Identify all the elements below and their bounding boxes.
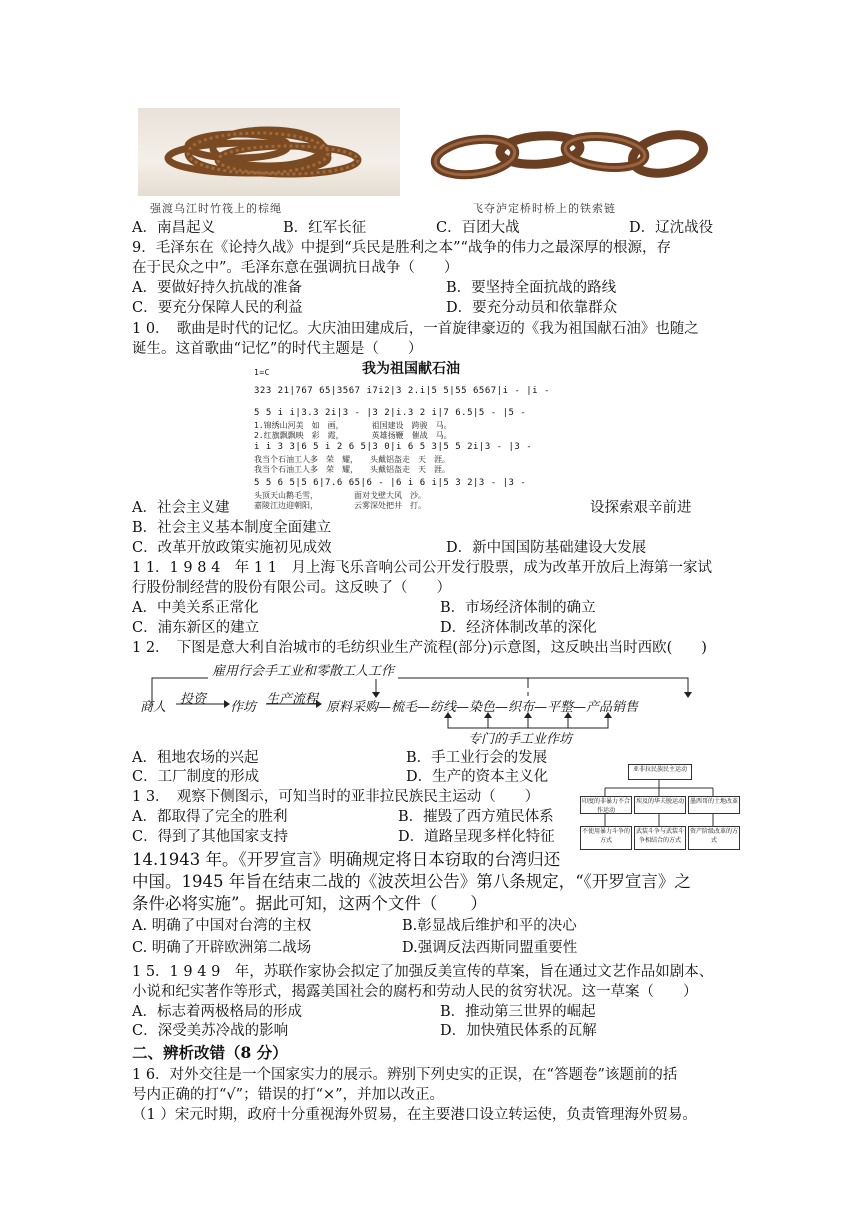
chain-caption: 飞夺泸定桥时桥上的铁索链 [472, 202, 616, 215]
score-row-1: 323 21|767 65|3567 i7i2|3 2.i|5 5|55 6567|i - |i - [254, 386, 550, 396]
q15-stem-line1: 1 5．1 9 4 9 年，苏联作家协会拟定了加强反美宣传的草案，旨在通过文艺作品如剧本、 [132, 964, 714, 980]
q15-option-b: B．推动第三世界的崛起 [440, 1004, 596, 1020]
q15-option-a: A．标志着两极格局的形成 [132, 1004, 302, 1020]
q11-option-c: C．浦东新区的建立 [132, 620, 260, 636]
q16-stem-line2: 号内正确的打“√”；错误的打“×”，并加以改正。 [132, 1087, 445, 1103]
q12-option-a: A．租地农场的兴起 [132, 750, 259, 766]
q14-option-a: A. 明确了中国对台湾的主权 [132, 918, 312, 934]
q14-stem-line1: 14.1943 年。《开罗宣言》明确规定将日本窃取的台湾归还 [132, 850, 561, 869]
score-lyric-2: 2.红旗飘飘映 彩 霞， 英雄扬鞭 催战 马。 [254, 431, 452, 440]
song-score [250, 358, 572, 518]
score-lyric-3b: 我当个石油工人多 荣 耀， 头戴铝盔走 天 涯。 [254, 465, 450, 474]
q9-stem-line1: 9．毛泽东在《论持久战》中提到“兵民是胜利之本”“战争的伟力之最深厚的根源，存 [132, 240, 671, 256]
flow-chain: 原料采购—梳毛—纺线—染色—织布—平整—产品销售 [326, 700, 639, 715]
diagram-bottom-nonviolent: 不使用暴力斗争的方式 [580, 826, 632, 850]
score-lyric-5: 嘉陵江边迎朝阳， 云雾深处把井 打。 [254, 501, 426, 510]
q15-option-d: D．加快殖民体系的瓦解 [440, 1023, 597, 1039]
diagram-bottom-reform: 资产阶级改革的方式 [688, 826, 740, 850]
flow-bottom-label: 专门的手工业作坊 [468, 732, 573, 747]
q8-option-a: A．南昌起义 [132, 220, 215, 236]
flow-merchant: 商人 [140, 700, 167, 715]
q11-option-d: D．经济体制改革的深化 [440, 620, 597, 636]
score-lyric-4: 头顶天山鹅毛雪， 面对戈壁大风 沙。 [254, 491, 426, 500]
q9-stem-line2: 在于民众之中”。毛泽东意在强调抗日战争（ ） [132, 260, 459, 276]
q13-option-a: A．都取得了完全的胜利 [132, 809, 288, 825]
q10-option-b: B．社会主义基本制度全面建立 [132, 520, 332, 536]
q16-stem-line1: 1 6．对外交往是一个国家实力的展示。辨别下列史实的正误，在“答题卷”该题前的括 [132, 1067, 678, 1083]
flow-process: 生产流程 [266, 692, 319, 707]
rope-caption: 强渡乌江时竹筏上的棕绳 [150, 202, 282, 215]
q11-option-a: A．中美关系正常化 [132, 600, 259, 616]
movement-diagram [578, 760, 740, 856]
q12-stem: 1 2． 下图是意大利自治城市的毛纺织业生产流程(部分)示意图，这反映出当时西欧( ) [132, 640, 707, 656]
q14-stem-line2: 中国。1945 年旨在结束二战的《波茨坦公告》第八条规定，“《开罗宣言》之 [132, 872, 691, 891]
q13-option-b: B．摧毁了西方殖民体系 [398, 809, 554, 825]
q10-option-d: D．新中国国防基础建设大发展 [446, 540, 647, 556]
q14-option-b: B.彰显战后维护和平的决心 [402, 918, 577, 934]
q10-option-a-part1: A．社会主义建 [132, 500, 230, 516]
diagram-root: 亚非拉民族民主运动 [628, 764, 692, 780]
rope-photo [138, 108, 400, 196]
flow-top-label: 雇用行会手工业和零散工人工作 [208, 660, 398, 679]
q16-sub1: （1 ）宋元时期，政府十分重视海外贸易，在主要港口设立转运使，负责管理海外贸易。 [132, 1107, 697, 1123]
diagram-mid-mexico: 墨西哥的土地改革 [688, 796, 740, 814]
q10-option-c: C．改革开放政策实施初见成效 [132, 540, 332, 556]
q10-option-a-part2: 设探索艰辛前进 [590, 500, 692, 516]
q11-stem-line2: 行股份制经营的股份有限公司。这反映了（ ） [132, 580, 451, 596]
q9-option-c: C．要充分保障人民的利益 [132, 300, 303, 316]
q9-option-d: D．要充分动员和依靠群众 [446, 300, 618, 316]
score-row-3: i i 3 3|6 5 i 2 6 5|3 0|i 6 5 3|5 5 2i|3 - |3 - [254, 442, 533, 452]
q13-option-d: D．道路呈现多样化特征 [398, 829, 555, 845]
q11-option-b: B．市场经济体制的确立 [440, 600, 596, 616]
q10-stem-line2: 诞生。这首歌曲“记忆”的时代主题是（ ） [132, 341, 423, 357]
score-title: 我为祖国献石油 [362, 361, 460, 377]
q15-option-c: C．深受美苏冷战的影响 [132, 1023, 289, 1039]
score-key: 1=C [254, 368, 270, 377]
q8-option-b: B．红军长征 [283, 220, 367, 236]
production-flow-diagram [138, 664, 738, 750]
q14-option-c: C. 明确了开辟欧洲第二战场 [132, 940, 312, 956]
q12-option-b: B．手工业行会的发展 [406, 750, 548, 766]
diagram-mid-egypt: 埃及的华夫脱运动 [634, 796, 686, 814]
score-row-2: 5 5 i i|3.3 2i|3 - |3 2|i.3 2 i|7 6.5|5 - |5 - [254, 408, 527, 418]
q14-option-d: D.强调反法西斯同盟重要性 [402, 940, 578, 956]
flow-workshop: 作坊 [230, 700, 257, 715]
score-row-4: 5 5 6 5|5 6|7.6 65|6 - |6 i 6 i|5 3 2|3 - |3 - [254, 478, 527, 488]
chain-photo [430, 112, 712, 192]
q10-stem-line1: 1 0． 歌曲是时代的记忆。大庆油田建成后，一首旋律豪迈的《我为祖国献石油》也随之 [132, 321, 699, 337]
q13-stem: 1 3． 观察下侧图示，可知当时的亚非拉民族民主运动（ ） [132, 789, 540, 805]
q8-option-c: C．百团大战 [436, 220, 520, 236]
diagram-mid-india: 印度的非暴力不合作运动 [581, 798, 630, 814]
section2-heading: 二、辨析改错（8 分） [132, 1043, 288, 1062]
q14-stem-line3: 条件必将实施”。据此可知，这两个文件（ ） [132, 894, 487, 913]
score-lyric-1: 1.锦绣山河美 如 画， 祖国建设 跨骏 马。 [254, 421, 452, 430]
q9-option-a: A．要做好持久抗战的准备 [132, 280, 302, 296]
q15-stem-line2: 小说和纪实著作等形式，揭露美国社会的腐朽和劳动人民的贫穷状况。这一草案（ ） [132, 984, 698, 1000]
q12-option-d: D．生产的资本主义化 [406, 769, 549, 785]
q13-option-c: C．得到了其他国家支持 [132, 829, 289, 845]
q12-option-c: C．工厂制度的形成 [132, 769, 260, 785]
q11-stem-line1: 1 1．1 9 8 4 年 1 1 月上海飞乐音响公司公开发行股票，成为改革开放后上海第一家试 [132, 560, 712, 576]
q9-option-b: B．要坚持全面抗战的路线 [446, 280, 617, 296]
flow-invest: 投资 [180, 692, 207, 707]
diagram-bottom-armed: 武装斗争与武装斗争相结合的方式 [634, 826, 686, 850]
score-lyric-3: 我当个石油工人多 荣 耀， 头戴铝盔走 天 涯。 [254, 455, 450, 464]
q8-option-d: D．辽沈战役 [629, 220, 714, 236]
